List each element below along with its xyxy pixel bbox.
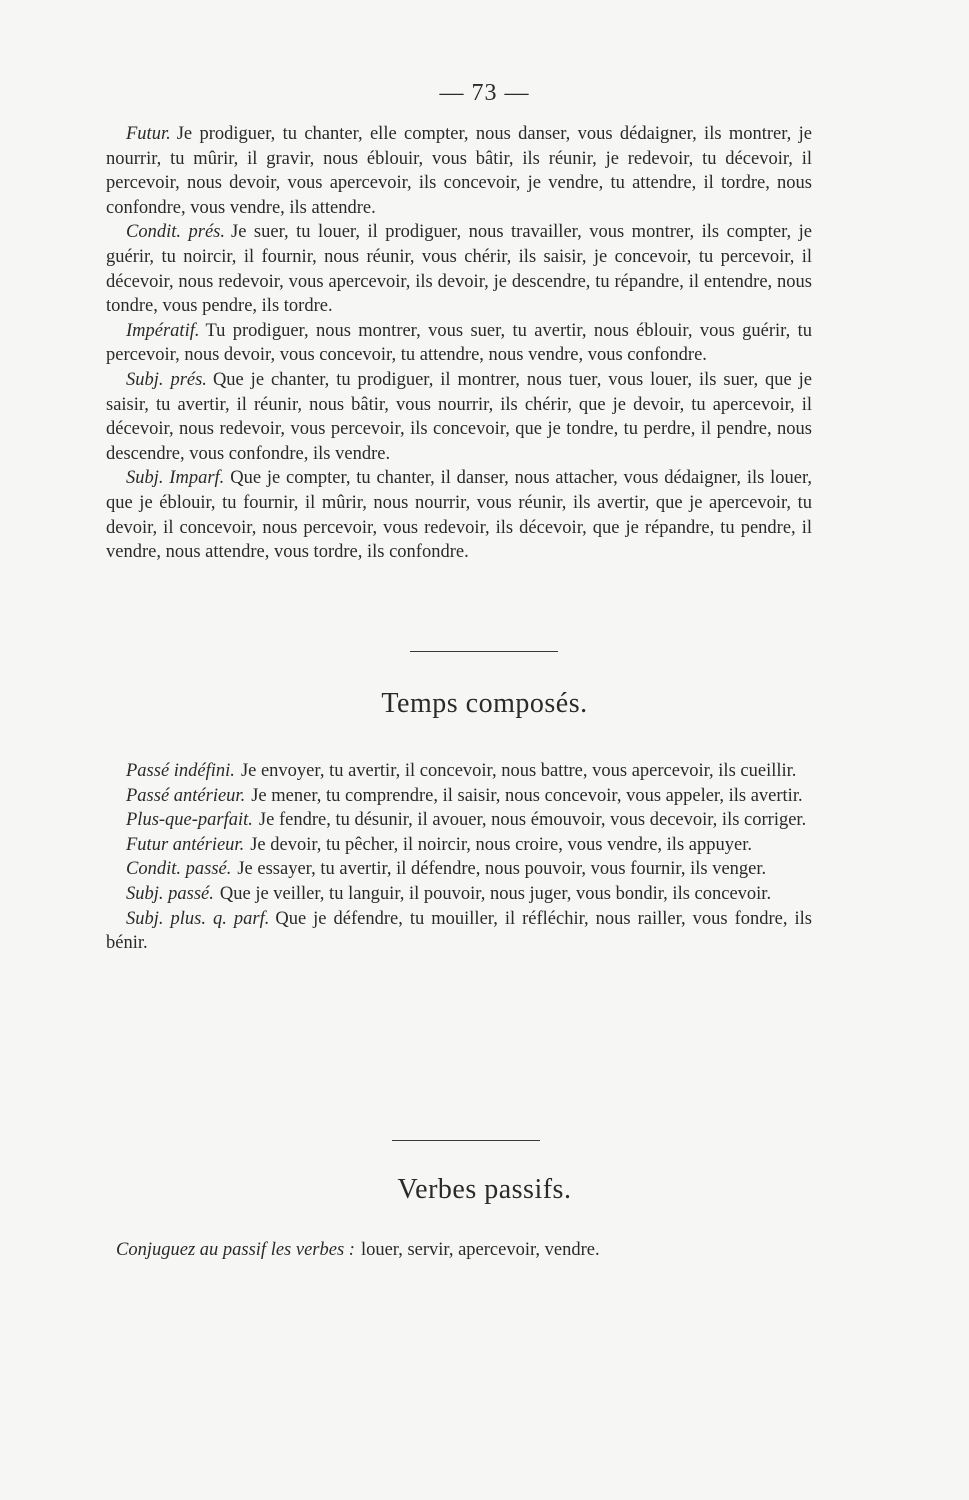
tense-text: Je devoir, tu pêcher, il noircir, nous croire, vous vendre, ils appuyer.	[250, 834, 752, 855]
paragraph-condit-passe	[106, 857, 812, 882]
paragraph-imperatif	[106, 319, 812, 368]
tense-label: Futur.	[126, 124, 171, 144]
tense-label: Condit. prés.	[126, 222, 225, 243]
paragraph-subj-plus-que-parfait	[106, 907, 812, 956]
compound-tenses-section	[106, 759, 812, 956]
tense-text: Je mener, tu comprendre, il saisir, nous concevoir, vous appeler, ils avertir.	[251, 785, 803, 806]
tense-text: Je essayer, tu avertir, il défendre, nous pouvoir, vous fournir, ils venger.	[237, 859, 767, 880]
instruction-text: louer, servir, apercevoir, vendre.	[360, 1240, 600, 1260]
tense-label: Passé antérieur.	[126, 785, 246, 806]
instruction-label: Conjuguez au passif les verbes :	[116, 1240, 355, 1260]
simple-tenses-section	[106, 122, 812, 565]
paragraph-plus-que-parfait	[106, 808, 812, 833]
paragraph-futur	[106, 122, 812, 220]
passive-instruction	[106, 1238, 812, 1263]
tense-text: Je envoyer, tu avertir, il concevoir, nous battre, vous apercevoir, ils cueillir.	[240, 761, 797, 781]
tense-label: Subj. plus. q. parf.	[126, 908, 270, 929]
tense-text: Que je veiller, tu languir, il pouvoir, nous juger, vous bondir, ils concevoir.	[219, 883, 772, 904]
tense-label: Impératif.	[126, 320, 200, 341]
heading-verbes-passifs: Verbes passifs.	[397, 1174, 572, 1205]
tense-text: Que je défendre, tu mouiller, il réfléchir, nous railler, vous fondre, ils bénir.	[106, 908, 812, 954]
tense-text: Je fendre, tu désunir, il avouer, nous émouvoir, vous decevoir, ils corriger.	[258, 810, 807, 831]
tense-text: Que je chanter, tu prodiguer, il montrer, nous tuer, vous louer, ils suer, que je saisir, tu avertir, il réunir, nous bâtir, vous nourrir, ils chérir, que je devoir, tu apercevoir, il décevoir, nous redevoir, vous percevoir, ils concevoir, que je tondre, tu perdre, il pendre, nous descendre, vous confondre, ils vendre.	[106, 369, 813, 464]
paragraph-subj-pres	[106, 368, 812, 466]
paragraph-futur-anterieur	[106, 833, 812, 858]
tense-label: Futur antérieur.	[126, 834, 245, 855]
tense-text: Que je compter, tu chanter, il danser, nous attacher, vous dédaigner, ils louer, que je éblouir, tu fournir, il mûrir, nous nourrir, vous réunir, ils avertir, que je apercevoir, tu devoir, il concevoir, nous percevoir, vous redevoir, ils décevoir, que je répandre, tu pendre, il vendre, nous attendre, vous tordre, ils confondre.	[106, 468, 812, 563]
paragraph-subj-passe	[106, 882, 812, 907]
tense-text: Je prodiguer, tu chanter, elle compter, nous danser, vous dédaigner, ils montrer, je nourrir, tu mûrir, il gravir, nous éblouir, vous bâtir, ils réunir, je redevoir, tu décevoir, il percevoir, nous devoir, vous apercevoir, ils concevoir, je vendre, tu attendre, il tordre, nous confondre, vous vendre, ils attendre.	[106, 124, 812, 218]
tense-label: Subj. prés.	[126, 369, 207, 390]
section-divider	[410, 651, 558, 652]
page-number: — 73 —	[439, 80, 530, 106]
paragraph-condit-pres	[106, 220, 812, 318]
tense-text: Je suer, tu louer, il prodiguer, nous travailler, vous montrer, ils compter, je guérir, tu noircir, il fournir, nous réunir, vous chérir, ils saisir, je concevoir, tu percevoir, il décevoir, nous redevoir, vous apercevoir, ils devoir, je descendre, tu répandre, il entendre, nous tondre, vous pendre, ils tordre.	[106, 222, 812, 317]
heading-temps-composes: Temps composés.	[381, 688, 588, 719]
tense-label: Subj. Imparf.	[126, 468, 225, 489]
tense-text: Tu prodiguer, nous montrer, vous suer, tu avertir, nous éblouir, vous guérir, tu percevoir, nous devoir, vous concevoir, tu attendre, nous vendre, vous confondre.	[106, 320, 812, 366]
tense-label: Plus-que-parfait.	[126, 810, 253, 831]
paragraph-passe-indefini	[106, 759, 812, 784]
section-divider	[392, 1140, 540, 1141]
tense-label: Condit. passé.	[126, 859, 232, 880]
paragraph-passe-anterieur	[106, 784, 812, 809]
paragraph-subj-imparf	[106, 466, 812, 564]
tense-label: Subj. passé.	[126, 883, 214, 904]
tense-label: Passé indéfini.	[126, 761, 235, 781]
